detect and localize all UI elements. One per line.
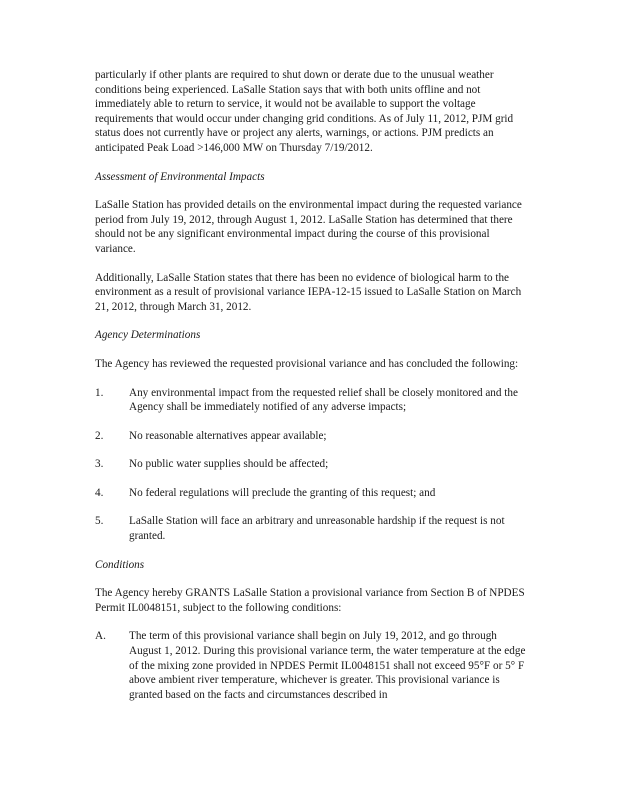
item-text: Any environmental impact from the requested relief shall be closely monitored and the Agency shall be immediately notified of any adverse impacts; bbox=[129, 386, 518, 414]
determination-item-4 bbox=[95, 486, 528, 501]
conditions-intro: The Agency hereby GRANTS LaSalle Station a provisional variance from Section B of NPDES Permit IL0048151, subject to the following conditions: bbox=[95, 587, 525, 614]
document-page bbox=[95, 68, 528, 716]
continuation-paragraph: particularly if other plants are required to shut down or derate due to the unusual weather conditions being experienced. LaSalle Station says that with both units offline and not immediately able to return to service, it would not be available to support the voltage requirements that would occur under changing grid conditions. As of July 11, 2012, PJM grid status does not currently have or project any alerts, warnings, or actions. PJM predicts an anticipated Peak Load >146,000 MW on Thursday 7/19/2012. bbox=[95, 69, 514, 154]
environmental-paragraph-1: LaSalle Station has provided details on the environmental impact during the requested variance period from July 19, 2012, through August 1, 2012. LaSalle Station has determined that there should not be any significant environmental impact during the course of this provisional variance. bbox=[95, 199, 522, 255]
determination-item-1 bbox=[95, 386, 528, 415]
item-marker: 4. bbox=[95, 486, 104, 499]
item-marker: A. bbox=[95, 630, 106, 643]
item-text: No public water supplies should be affected; bbox=[129, 458, 329, 471]
determination-item-2 bbox=[95, 429, 528, 444]
environmental-paragraph-2: Additionally, LaSalle Station states that there has been no evidence of biological harm to the environment as a result of provisional variance IEPA-12-15 issued to LaSalle Station on March 21, 2012, through March 31, 2012. bbox=[95, 271, 522, 313]
item-text: No federal regulations will preclude the granting of this request; and bbox=[129, 486, 436, 499]
item-text: The term of this provisional variance shall begin on July 19, 2012, and go through August 1, 2012. During this provisional variance term, the water temperature at the edge of the mixing zone provided in NPDES Permit IL0048151 shall not exceed 95°F or 5° F above ambient river temperature, whichever is greater. This provisional variance is granted based on the facts and circumstances described in bbox=[129, 630, 526, 701]
item-marker: 5. bbox=[95, 515, 104, 528]
item-text: No reasonable alternatives appear available; bbox=[129, 429, 327, 442]
environmental-heading: Assessment of Environmental Impacts bbox=[95, 170, 265, 183]
determinations-intro: The Agency has reviewed the requested provisional variance and has concluded the following: bbox=[95, 357, 519, 370]
item-marker: 3. bbox=[95, 458, 104, 471]
determination-item-3 bbox=[95, 457, 528, 472]
determination-item-5 bbox=[95, 514, 528, 543]
item-marker: 2. bbox=[95, 429, 104, 442]
determinations-heading: Agency Determinations bbox=[95, 329, 201, 342]
item-text: LaSalle Station will face an arbitrary and unreasonable hardship if the request is not granted. bbox=[129, 515, 505, 543]
item-marker: 1. bbox=[95, 386, 104, 399]
conditions-heading: Conditions bbox=[95, 558, 145, 571]
condition-item-a bbox=[95, 629, 528, 702]
